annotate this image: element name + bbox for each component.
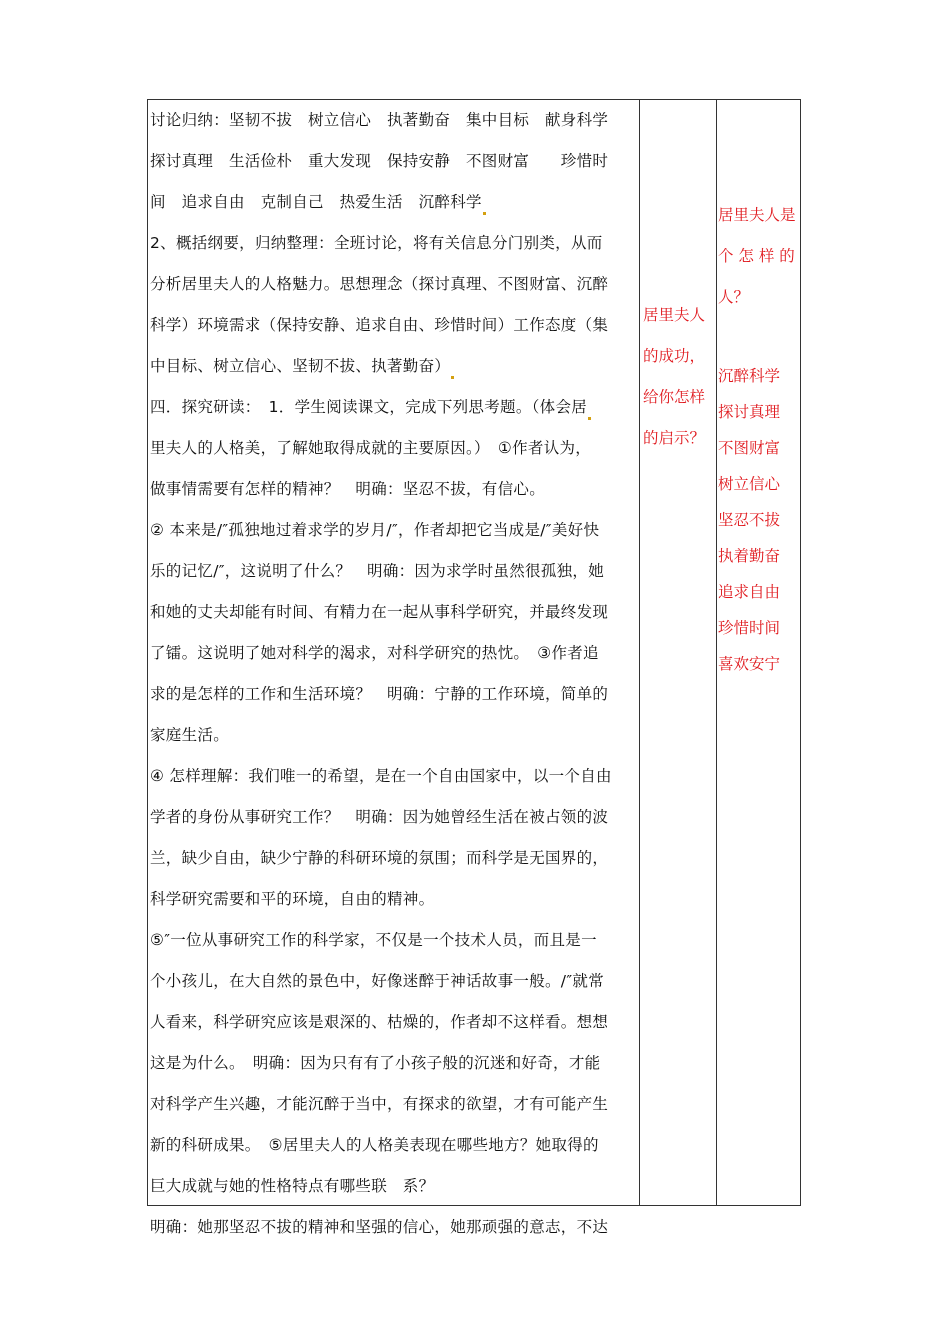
question-line: 居里夫人是: [718, 206, 796, 224]
text-line: 做事情需要有怎样的精神？ 明确：坚忍不拔，有信心。: [150, 480, 546, 498]
prompt-line: 给你怎样: [643, 388, 706, 406]
text-line: 学者的身份从事研究工作？ 明确：因为她曾经生活在被占领的波: [150, 808, 609, 826]
answer-item: 喜欢安宁: [718, 655, 781, 673]
text-line: 乐的记忆/″，这说明了什么？ 明确：因为求学时虽然很孤独，她: [150, 562, 605, 580]
text-line: 间 追求自由 克制自己 热爱生活 沉醉科学: [150, 182, 636, 223]
text-line: 这是为什么。 明确：因为只有有了小孩子般的沉迷和好奇，才能: [150, 1054, 601, 1072]
column-divider-1: [639, 100, 640, 1205]
marker-dot: [451, 376, 454, 379]
text-line: 分析居里夫人的人格魅力。思想理念（探讨真理、不图财富、沉醉: [150, 275, 609, 293]
text-line: 探讨真理 生活俭朴 重大发现 保持安静 不图财富 珍惜时: [150, 152, 609, 170]
prompt-line: 的启示？: [643, 429, 706, 447]
text-line: 明确：她那坚忍不拔的精神和坚强的信心，她那顽强的意志，不达: [150, 1218, 609, 1236]
answer-item: 追求自由: [718, 583, 781, 601]
prompt-column: [643, 295, 713, 459]
question-line: 个 怎 样 的: [718, 247, 795, 265]
text-line: 科学）环境需求（保持安静、追求自由、珍惜时间）工作态度（集: [150, 316, 609, 334]
prompt-line: 居里夫人: [643, 306, 706, 324]
column-divider-2: [716, 100, 717, 1205]
text-line: 个小孩儿，在大自然的景色中，好像迷醉于神话故事一般。/″就常: [150, 972, 605, 990]
text-line: 求的是怎样的工作和生活环境？ 明确：宁静的工作环境，简单的: [150, 685, 609, 703]
answer-item: 珍惜时间: [718, 619, 781, 637]
text-line: 家庭生活。: [150, 726, 230, 744]
text-line: 人看来，科学研究应该是艰深的、枯燥的，作者却不这样看。想想: [150, 1013, 609, 1031]
text-line: 讨论归纳：坚韧不拔 树立信心 执著勤奋 集中目标 献身科学: [150, 111, 609, 129]
prompt-line: 的成功，: [643, 347, 706, 365]
answer-column: [718, 195, 802, 682]
text-line: 巨大成就与她的性格特点有哪些联 系？: [150, 1177, 435, 1195]
answer-item: 执着勤奋: [718, 547, 781, 565]
text-line: 2、概括纲要，归纳整理：全班讨论，将有关信息分门别类，从而: [150, 234, 603, 252]
text-line: ④ 怎样理解：我们唯一的希望，是在一个自由国家中，以一个自由: [150, 767, 612, 785]
question-line: 人？: [718, 288, 750, 306]
text-line: ② 本来是/″孤独地过着求学的岁月/″，作者却把它当成是/″美好快: [150, 521, 600, 539]
text-line: 科学研究需要和平的环境，自由的精神。: [150, 890, 435, 908]
main-text-column: [150, 100, 636, 1248]
text-line: ⑤″一位从事研究工作的科学家，不仅是一个技术人员，而且是一: [150, 931, 597, 949]
marker-dot: [588, 417, 591, 420]
text-line: 和她的丈夫却能有时间、有精力在一起从事科学研究，并最终发现: [150, 603, 609, 621]
text-line: 对科学产生兴趣，才能沉醉于当中，有探求的欲望，才有可能产生: [150, 1095, 609, 1113]
text-line: 里夫人的人格美，了解她取得成就的主要原因。） ①作者认为，: [150, 439, 592, 457]
marker-dot: [483, 212, 486, 215]
answer-item: 不图财富: [718, 439, 781, 457]
text-line: 了镭。这说明了她对科学的渴求，对科学研究的热忱。 ③作者追: [150, 644, 599, 662]
answer-question: [718, 195, 802, 318]
answer-item: 沉醉科学: [718, 367, 781, 385]
text-line: 新的科研成果。 ⑤居里夫人的人格美表现在哪些地方？她取得的: [150, 1136, 599, 1154]
answer-item: 坚忍不拔: [718, 511, 781, 529]
lesson-table: [147, 99, 801, 1236]
text-line: 四．探究研读： 1．学生阅读课文，完成下列思考题。（体会居: [150, 387, 636, 428]
answer-item: 树立信心: [718, 475, 781, 493]
text-line: 兰，缺少自由，缺少宁静的科研环境的氛围；而科学是无国界的，: [150, 849, 609, 867]
answer-item: 探讨真理: [718, 403, 781, 421]
text-line: 中目标、树立信心、坚韧不拔、执著勤奋）: [150, 346, 636, 387]
answer-list: [718, 358, 802, 682]
